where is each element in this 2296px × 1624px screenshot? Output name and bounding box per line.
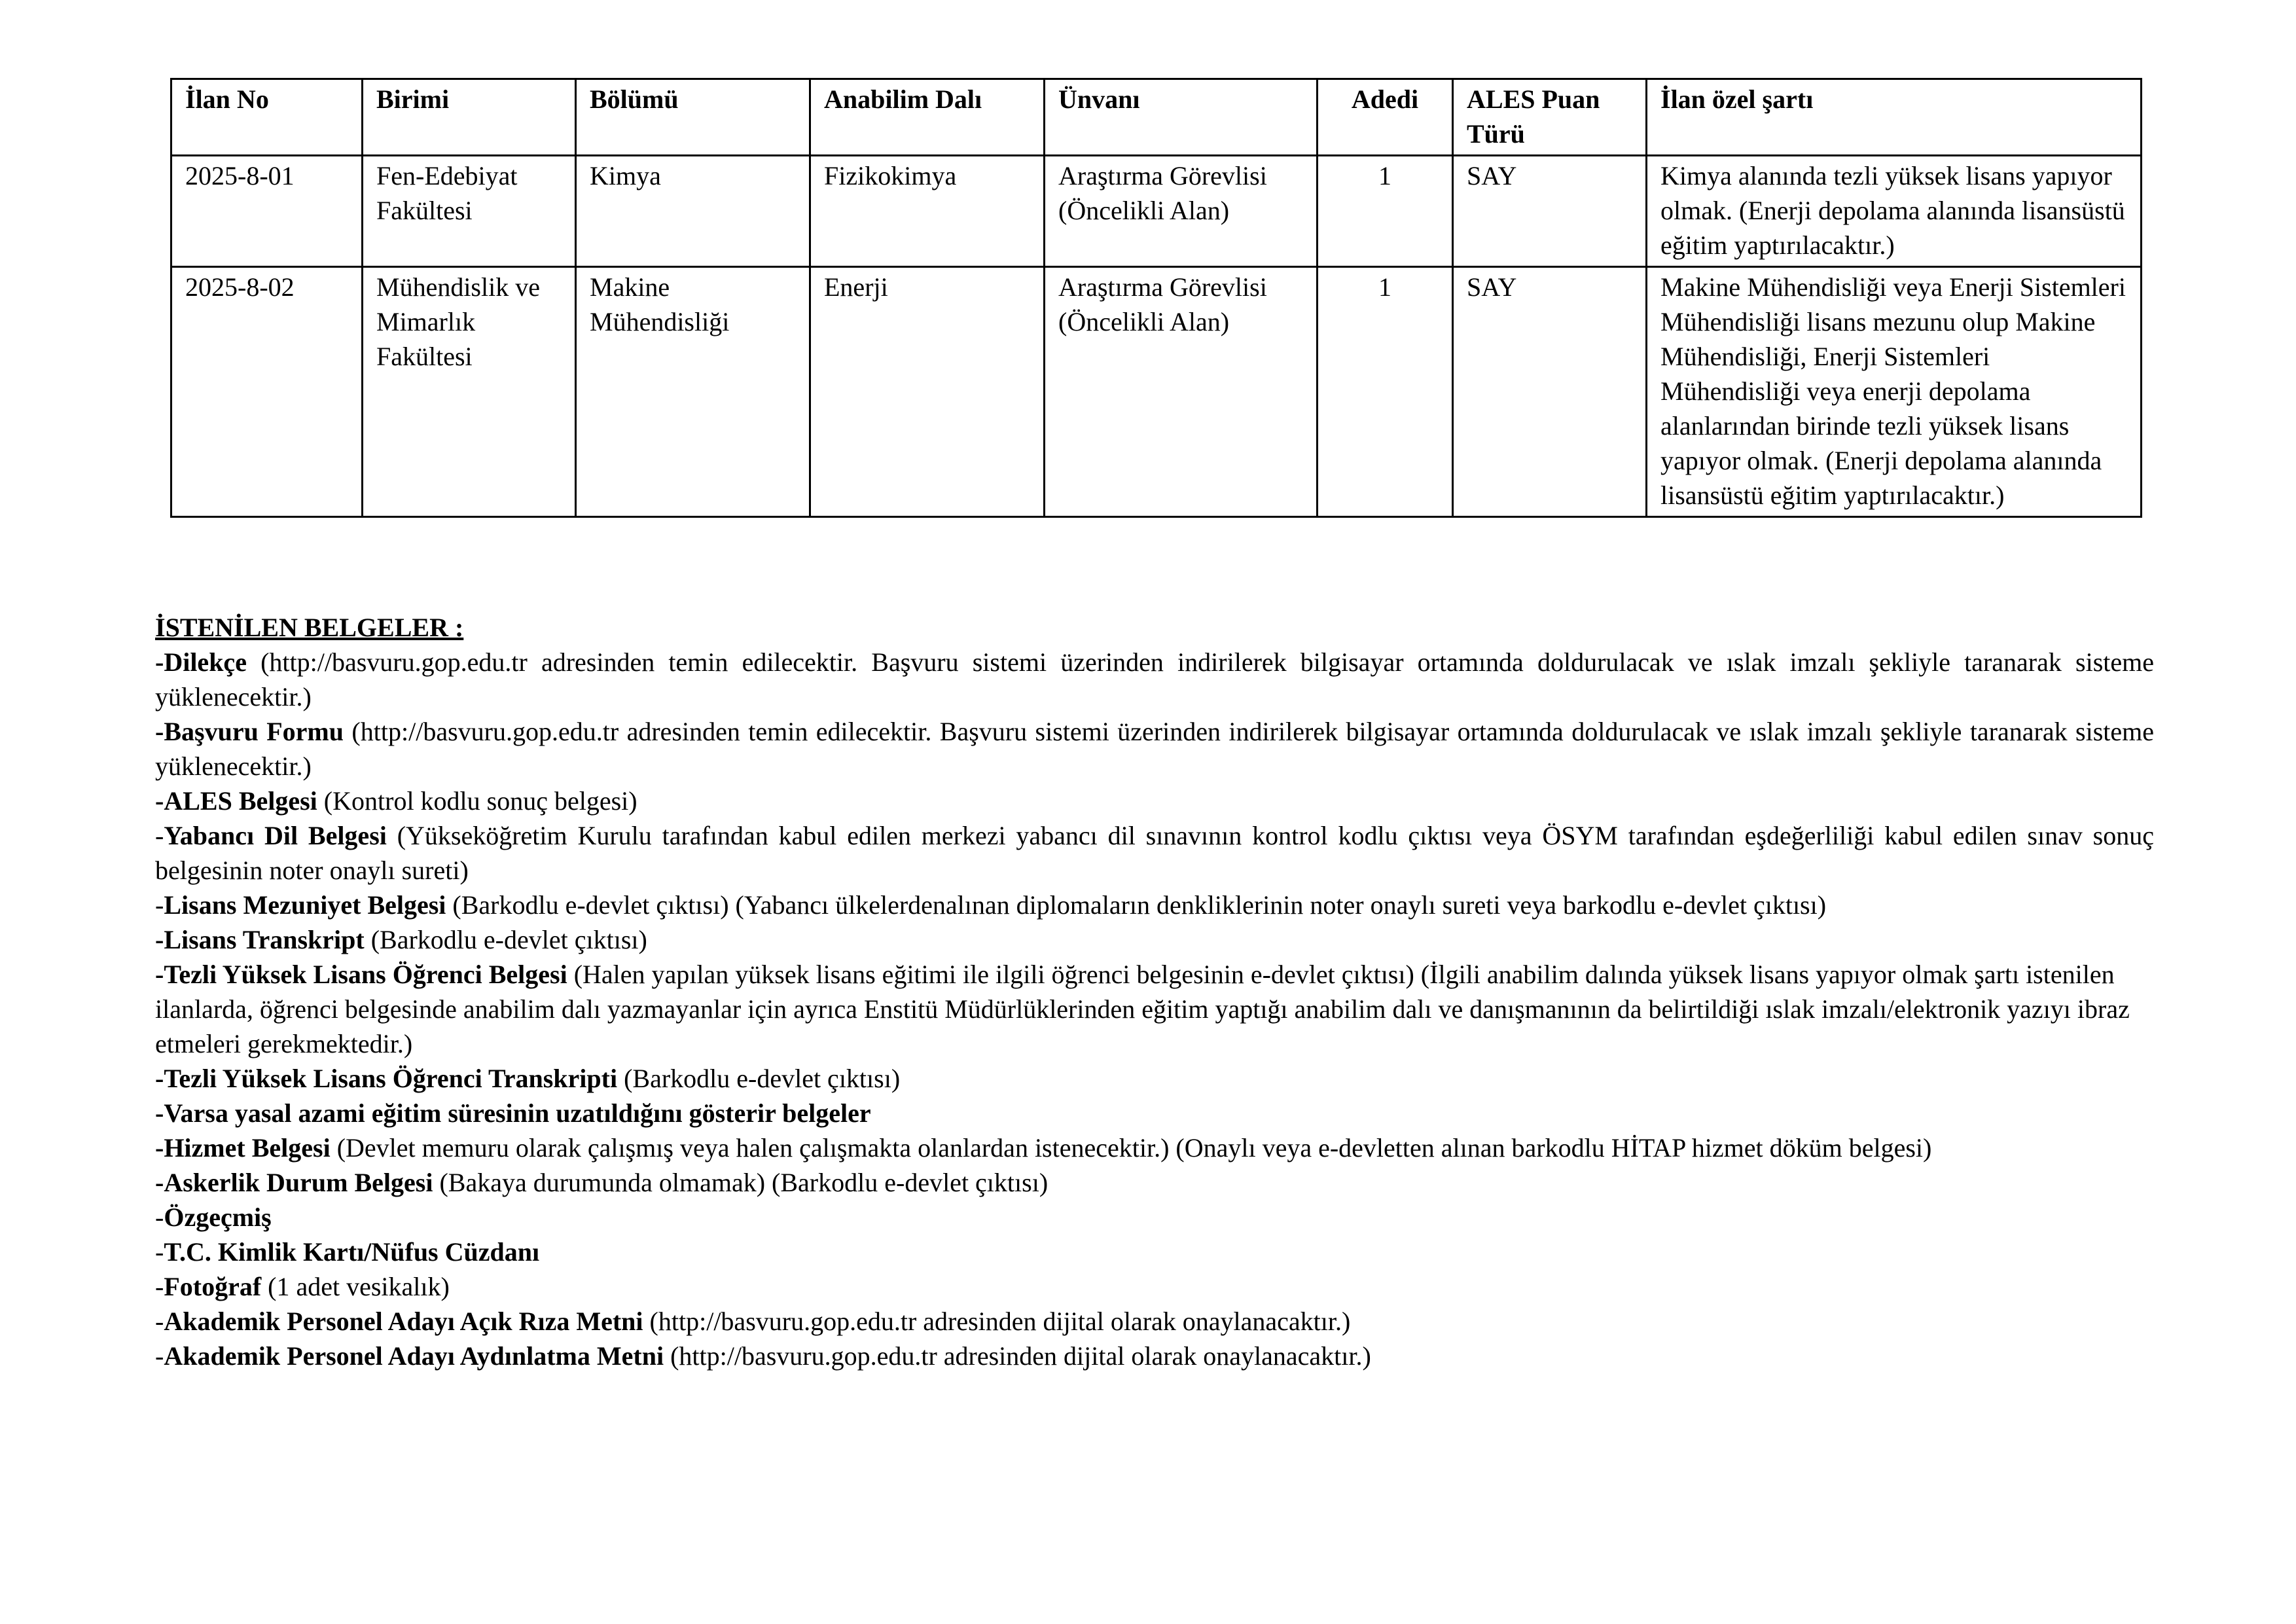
cell-ales: SAY: [1453, 267, 1647, 517]
doc-title: Özgeçmiş: [164, 1202, 272, 1232]
header-bolumu: Bölümü: [576, 79, 810, 156]
header-ilan-ozel-sarti: İlan özel şartı: [1647, 79, 2142, 156]
cell-bolumu: Makine Mühendisliği: [576, 267, 810, 517]
doc-item-yabanci-dil: [155, 818, 2154, 888]
doc-title: -Tezli Yüksek Lisans Öğrenci Belgesi: [155, 960, 567, 989]
cell-ilan-no: 2025-8-02: [171, 267, 363, 517]
cell-bolumu: Kimya: [576, 156, 810, 267]
doc-item-ales: [155, 784, 2154, 818]
doc-prefix: -: [155, 1307, 164, 1336]
doc-title: Fotoğraf: [164, 1272, 262, 1301]
cell-unvani: Araştırma Görevlisi (Öncelikli Alan): [1045, 267, 1318, 517]
cell-ilan-no: 2025-8-01: [171, 156, 363, 267]
doc-desc: (Barkodlu e-devlet çıktısı): [364, 925, 647, 954]
doc-desc: (Bakaya durumunda olmamak) (Barkodlu e-devlet çıktısı): [433, 1168, 1049, 1197]
header-adedi: Adedi: [1318, 79, 1453, 156]
doc-prefix: -: [155, 821, 164, 850]
doc-desc: (Yükseköğretim Kurulu tarafından kabul edilen merkezi yabancı dil sınavının kontrol kodlu çıktısı veya ÖSYM tarafından eşdeğerliliği kabul edilen sınav sonuç belgesinin noter onaylı sureti): [155, 821, 2154, 885]
documents-heading: İSTENİLEN BELGELER :: [155, 613, 464, 642]
cell-ozel-sart: Kimya alanında tezli yüksek lisans yapıyor olmak. (Enerji depolama alanında lisansüstü eğitim yaptırılacaktır.): [1647, 156, 2142, 267]
doc-desc: (1 adet vesikalık): [261, 1272, 450, 1301]
doc-desc: (http://basvuru.gop.edu.tr adresinden temin edilecektir. Başvuru sistemi üzerinden indirilerek bilgisayar ortamında doldurulacak ve ıslak imzalı şekliyle taranarak sisteme yüklenecektir.): [155, 717, 2154, 781]
doc-title: -Başvuru Formu: [155, 717, 344, 746]
doc-title: Akademik Personel Adayı Aydınlatma Metni: [164, 1341, 664, 1371]
doc-title: Lisans Mezuniyet Belgesi: [164, 890, 446, 920]
doc-item-hizmet-belgesi: [155, 1130, 2154, 1165]
cell-birimi: Mühendislik ve Mimarlık Fakültesi: [363, 267, 576, 517]
doc-title: -Askerlik Durum Belgesi: [155, 1168, 433, 1197]
doc-item-basvuru-formu: [155, 714, 2154, 784]
doc-item-lisans-mezuniyet: [155, 888, 2154, 922]
doc-prefix: -: [155, 1272, 164, 1301]
doc-desc: (Barkodlu e-devlet çıktısı): [617, 1064, 901, 1093]
doc-title: -Varsa yasal azami eğitim süresinin uzatıldığını gösterir belgeler: [155, 1098, 871, 1128]
header-anabilim-dali: Anabilim Dalı: [810, 79, 1045, 156]
doc-prefix: -: [155, 1237, 164, 1267]
cell-ales: SAY: [1453, 156, 1647, 267]
cell-adedi: 1: [1318, 156, 1453, 267]
doc-item-dilekce: [155, 645, 2154, 714]
cell-anabilim-dali: Fizikokimya: [810, 156, 1045, 267]
doc-item-askerlik: [155, 1165, 2154, 1200]
table-row: [171, 267, 2142, 517]
doc-desc: (http://basvuru.gop.edu.tr adresinden dijital olarak onaylanacaktır.): [664, 1341, 1371, 1371]
header-ilan-no: İlan No: [171, 79, 363, 156]
cell-ozel-sart: Makine Mühendisliği veya Enerji Sistemleri Mühendisliği lisans mezunu olup Makine Mühendisliği, Enerji Sistemleri Mühendisliği veya enerji depolama alanlarından birinde tezli yüksek lisans yapıyor olmak. (Enerji depolama alanında lisansüstü eğitim yaptırılacaktır.): [1647, 267, 2142, 517]
doc-item-aydinlatma: [155, 1339, 2154, 1373]
table-row: [171, 156, 2142, 267]
cell-birimi: Fen-Edebiyat Fakültesi: [363, 156, 576, 267]
doc-prefix: -: [155, 1341, 164, 1371]
ilan-table: [170, 78, 2142, 518]
header-ales-puan-turu: ALES Puan Türü: [1453, 79, 1647, 156]
doc-title: -ALES Belgesi: [155, 786, 317, 816]
doc-title: -Dilekçe: [155, 647, 247, 677]
doc-desc: (Halen yapılan yüksek lisans eğitimi ile ilgili öğrenci belgesinin e-devlet çıktısı) (İlgili anabilim dalında yüksek lisans yapıyor olmak şartı istenilen ilanlarda, öğrenci belgesinde anabilim dalı yazmayanlar için ayrıca Enstitü Müdürlüklerinden eğitim yaptığı anabilim dalı ve danışmanının da belirtildiği ıslak imzalı/elektronik yazıyı ibraz etmeleri gerekmektedir.): [155, 960, 2130, 1058]
doc-item-acik-riza: [155, 1304, 2154, 1339]
doc-item-azami-sure: [155, 1096, 2154, 1130]
doc-desc: (Barkodlu e-devlet çıktısı) (Yabancı ülkelerdenalınan diplomaların denkliklerinin noter onaylı sureti veya barkodlu e-devlet çıktısı): [446, 890, 1827, 920]
doc-title: -Tezli Yüksek Lisans Öğrenci Transkripti: [155, 1064, 618, 1093]
doc-desc: (http://basvuru.gop.edu.tr adresinden dijital olarak onaylanacaktır.): [643, 1307, 1351, 1336]
cell-anabilim-dali: Enerji: [810, 267, 1045, 517]
required-documents: [155, 610, 2154, 1373]
cell-adedi: 1: [1318, 267, 1453, 517]
doc-item-ogrenci-belgesi: [155, 957, 2154, 1061]
doc-desc: (http://basvuru.gop.edu.tr adresinden temin edilecektir. Başvuru sistemi üzerinden indirilerek bilgisayar ortamında doldurulacak ve ıslak imzalı şekliyle taranarak sisteme yüklenecektir.): [155, 647, 2154, 712]
doc-desc: (Devlet memuru olarak çalışmış veya halen çalışmakta olanlardan istenecektir.) (Onaylı veya e-devletten alınan barkodlu HİTAP hizmet döküm belgesi): [330, 1133, 1932, 1163]
doc-item-ogrenci-transkripti: [155, 1061, 2154, 1096]
doc-prefix: -: [155, 890, 164, 920]
doc-item-lisans-transkript: [155, 922, 2154, 957]
doc-title: -Lisans Transkript: [155, 925, 365, 954]
cell-unvani: Araştırma Görevlisi (Öncelikli Alan): [1045, 156, 1318, 267]
doc-item-ozgecmis: [155, 1200, 2154, 1235]
doc-title: Akademik Personel Adayı Açık Rıza Metni: [164, 1307, 643, 1336]
header-birimi: Birimi: [363, 79, 576, 156]
header-unvani: Ünvanı: [1045, 79, 1318, 156]
doc-title: -Hizmet Belgesi: [155, 1133, 331, 1163]
doc-prefix: -: [155, 1202, 164, 1232]
doc-item-fotograf: [155, 1269, 2154, 1304]
table-header-row: [171, 79, 2142, 156]
doc-item-kimlik: [155, 1235, 2154, 1269]
doc-desc: (Kontrol kodlu sonuç belgesi): [317, 786, 637, 816]
doc-title: T.C. Kimlik Kartı/Nüfus Cüzdanı: [164, 1237, 540, 1267]
doc-title: Yabancı Dil Belgesi: [164, 821, 387, 850]
